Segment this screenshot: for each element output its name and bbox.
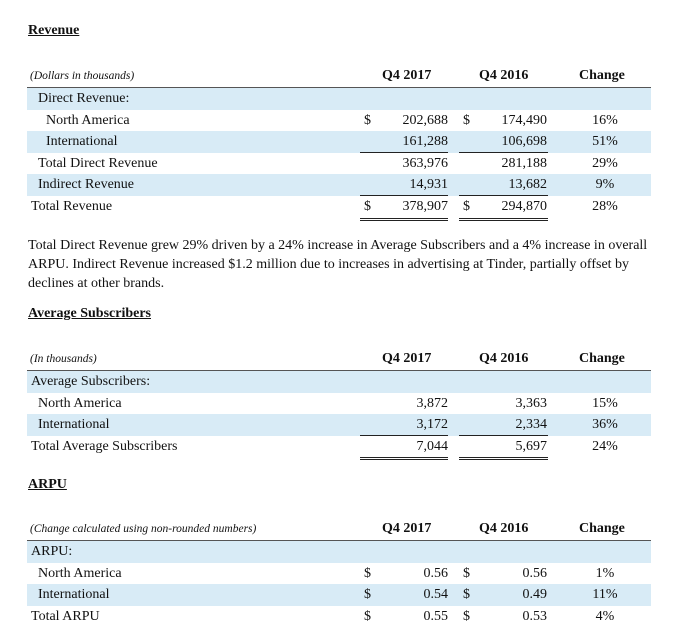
dollar-sign: $ <box>364 112 371 128</box>
value-change: 29% <box>592 155 618 171</box>
row-label: Total Average Subscribers <box>31 438 178 454</box>
dollar-sign: $ <box>463 587 470 603</box>
dollar-sign: $ <box>364 198 371 214</box>
table-row <box>27 563 651 585</box>
col-header-q4-2017: Q4 2017 <box>382 521 432 536</box>
table-row <box>27 153 651 175</box>
col-header-change: Change <box>579 68 625 83</box>
col-header-q4-2016: Q4 2016 <box>479 521 529 536</box>
value-q4-2016: 0.53 <box>522 608 547 624</box>
value-q4-2016: 13,682 <box>508 177 547 193</box>
table-row <box>27 88 651 110</box>
row-label: Direct Revenue: <box>38 91 130 106</box>
value-change: 11% <box>592 587 618 603</box>
unit-note: (In thousands) <box>30 353 97 365</box>
row-label: International <box>38 587 110 603</box>
subscribers-table <box>27 348 651 457</box>
dollar-sign: $ <box>463 608 470 624</box>
value-q4-2017: 14,931 <box>409 177 448 193</box>
value-q4-2016: 0.56 <box>522 565 547 581</box>
value-change: 28% <box>592 198 618 214</box>
double-underline <box>360 457 448 460</box>
double-underline <box>459 218 548 221</box>
value-change: 4% <box>595 608 615 624</box>
table-row <box>27 606 651 628</box>
arpu-table <box>27 518 651 627</box>
table-header <box>27 518 651 541</box>
value-q4-2017: 363,976 <box>402 155 448 171</box>
dollar-sign: $ <box>364 587 371 603</box>
double-underline <box>459 457 548 460</box>
row-label: Total Direct Revenue <box>38 155 158 171</box>
row-label: Indirect Revenue <box>38 177 135 193</box>
table-row <box>27 414 651 436</box>
value-change: 1% <box>595 565 615 581</box>
table-row <box>27 541 651 563</box>
row-label: Total Revenue <box>31 198 113 214</box>
col-header-q4-2016: Q4 2016 <box>479 68 529 83</box>
value-q4-2016: 0.49 <box>522 587 547 603</box>
subscribers-heading: Average Subscribers <box>28 306 151 321</box>
row-label: International <box>46 134 118 150</box>
row-label: ARPU: <box>31 544 73 559</box>
table-header <box>27 348 651 371</box>
value-q4-2017: 378,907 <box>402 198 448 214</box>
value-change: 16% <box>592 112 618 128</box>
unit-note: (Dollars in thousands) <box>30 70 135 82</box>
table-row <box>27 584 651 606</box>
value-q4-2016: 106,698 <box>501 134 547 150</box>
row-label: Total ARPU <box>31 608 100 624</box>
value-change: 9% <box>595 177 615 193</box>
unit-note: (Change calculated using non-rounded numbers) <box>30 523 257 535</box>
revenue-commentary: Total Direct Revenue grew 29% driven by a 24% increase in Average Subscribers and a 4% increase in overall ARPU. Indirect Revenue increased $1.2 million due to increases in advertising at Tinder, partially offset by declines at other brands. <box>28 238 648 291</box>
value-q4-2017: 3,872 <box>416 395 448 411</box>
value-q4-2016: 294,870 <box>501 198 547 214</box>
value-change: 51% <box>592 134 618 150</box>
value-change: 36% <box>592 417 618 433</box>
value-q4-2016: 5,697 <box>515 438 547 454</box>
value-change: 24% <box>592 438 618 454</box>
double-underline <box>360 218 448 221</box>
table-row <box>27 174 651 196</box>
col-header-q4-2017: Q4 2017 <box>382 68 432 83</box>
value-q4-2016: 2,334 <box>515 417 547 433</box>
table-row <box>27 393 651 415</box>
value-q4-2017: 7,044 <box>416 438 448 454</box>
value-q4-2016: 3,363 <box>515 395 547 411</box>
row-label: Average Subscribers: <box>31 374 151 389</box>
table-row <box>27 110 651 132</box>
value-q4-2017: 0.55 <box>423 608 448 624</box>
value-q4-2017: 3,172 <box>416 417 448 433</box>
table-row <box>27 371 651 393</box>
value-change: 15% <box>592 395 618 411</box>
row-label: North America <box>38 395 122 411</box>
value-q4-2017: 202,688 <box>402 112 448 128</box>
table-header <box>27 65 651 88</box>
col-header-q4-2016: Q4 2016 <box>479 351 529 366</box>
revenue-table <box>27 65 651 218</box>
value-q4-2016: 281,188 <box>501 155 547 171</box>
dollar-sign: $ <box>463 565 470 581</box>
dollar-sign: $ <box>364 608 371 624</box>
revenue-heading: Revenue <box>28 23 80 38</box>
value-q4-2017: 0.54 <box>423 587 448 603</box>
value-q4-2017: 0.56 <box>423 565 448 581</box>
row-label: International <box>38 417 110 433</box>
dollar-sign: $ <box>463 198 470 214</box>
dollar-sign: $ <box>463 112 470 128</box>
dollar-sign: $ <box>364 565 371 581</box>
value-q4-2017: 161,288 <box>402 134 448 150</box>
table-row <box>27 436 651 458</box>
row-label: North America <box>38 565 122 581</box>
col-header-q4-2017: Q4 2017 <box>382 351 432 366</box>
table-row <box>27 131 651 153</box>
col-header-change: Change <box>579 521 625 536</box>
row-label: North America <box>46 112 130 128</box>
value-q4-2016: 174,490 <box>501 112 547 128</box>
arpu-heading: ARPU <box>28 477 67 492</box>
table-row <box>27 196 651 218</box>
col-header-change: Change <box>579 351 625 366</box>
